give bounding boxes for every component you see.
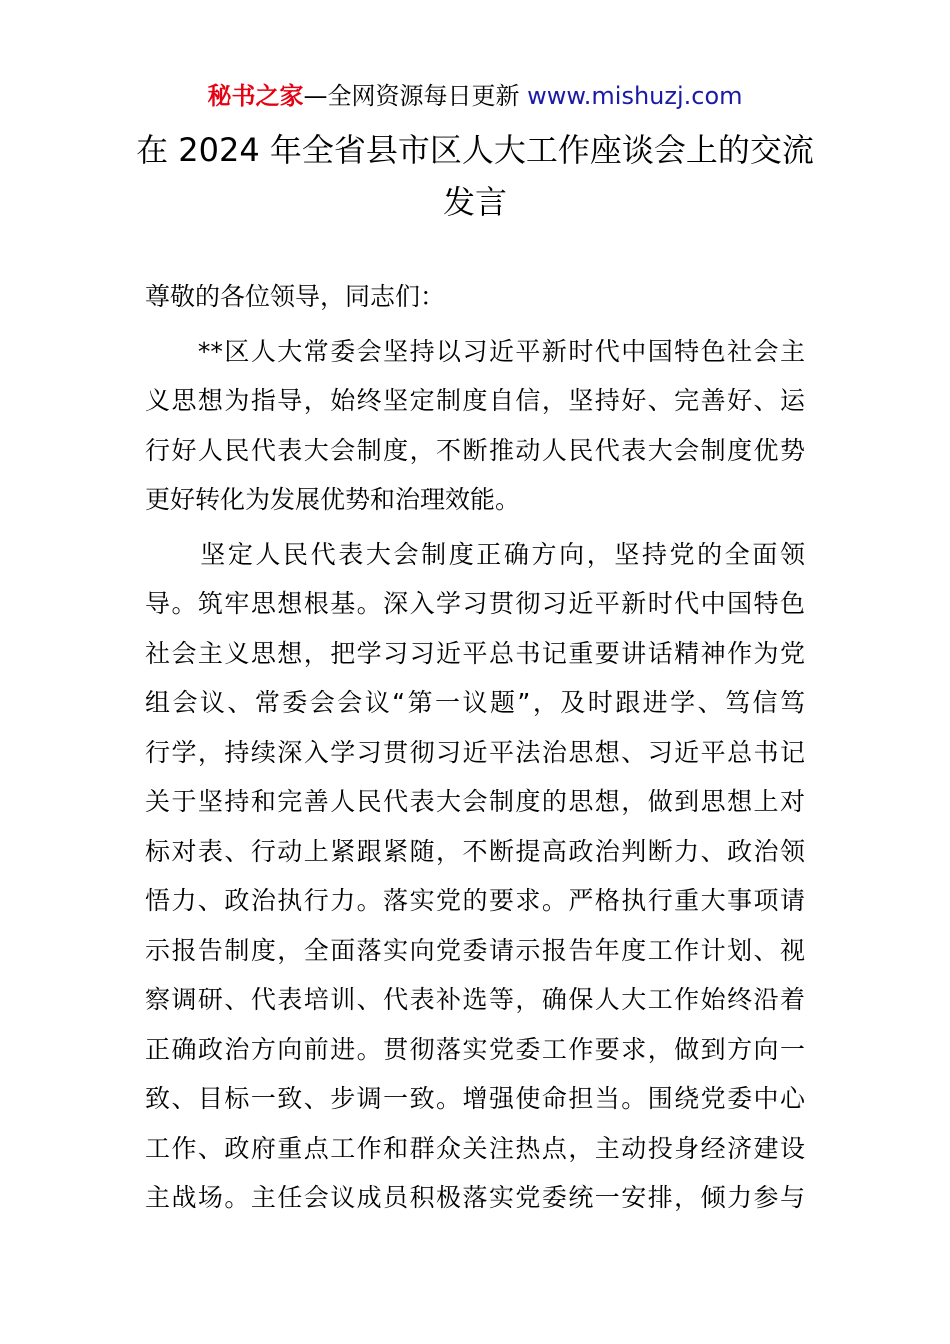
paragraph-line: 组会议、常委会会议“第一议题”，及时跟进学、笃信笃: [145, 688, 805, 717]
paragraph-line: 致、目标一致、步调一致。增强使命担当。围绕党委中心: [145, 1084, 805, 1113]
paragraph-line: 行学，持续深入学习贯彻习近平法治思想、习近平总书记: [145, 737, 805, 767]
paragraph-line: 标对表、行动上紧跟紧随，不断提高政治判断力、政治领: [145, 836, 805, 866]
paragraph-line: 社会主义思想，把学习习近平总书记重要讲话精神作为党: [145, 638, 805, 668]
paragraph-line: 工作、政府重点工作和群众关注热点，主动投身经济建设: [145, 1133, 805, 1163]
paragraph-line: 悟力、政治执行力。落实党的要求。严格执行重大事项请: [145, 886, 805, 915]
paragraph-line: 义思想为指导，始终坚定制度自信，坚持好、完善好、运: [145, 386, 805, 415]
salutation: 尊敬的各位领导，同志们：: [145, 282, 446, 311]
paragraph-line: 更好转化为发展优势和治理效能。: [145, 485, 521, 514]
paragraph-line: 示报告制度，全面落实向党委请示报告年度工作计划、视: [145, 935, 805, 965]
document-title: [120, 124, 830, 228]
title-line-2: 发言: [442, 183, 507, 221]
paragraph-line: 主战场。主任会议成员积极落实党委统一安排，倾力参与: [145, 1183, 805, 1212]
site-header: [0, 78, 950, 114]
paragraph-line: **区人大常委会坚持以习近平新时代中国特色社会主: [145, 336, 805, 366]
paragraph-line: 导。筑牢思想根基。深入学习贯彻习近平新时代中国特色: [145, 589, 805, 618]
paragraph-line: 正确政治方向前进。贯彻落实党委工作要求，做到方向一: [145, 1034, 805, 1064]
site-url[interactable]: www.mishuzj.com: [527, 82, 743, 110]
paragraph-1: [145, 327, 805, 525]
site-tagline: —全网资源每日更新: [303, 82, 528, 110]
paragraph-line: 察调研、代表培训、代表补选等，确保人大工作始终沿着: [145, 985, 805, 1014]
paragraph-line: 行好人民代表大会制度，不断推动人民代表大会制度优势: [145, 435, 805, 465]
document-body: [145, 272, 805, 1223]
paragraph-line: 关于坚持和完善人民代表大会制度的思想，做到思想上对: [145, 787, 805, 816]
site-brand: 秘书之家: [207, 82, 304, 110]
title-line-1: 在 2024 年全省县市区人大工作座谈会上的交流: [136, 131, 814, 169]
paragraph-2: [145, 530, 805, 1223]
paragraph-line: 坚定人民代表大会制度正确方向，坚持党的全面领: [145, 539, 805, 569]
